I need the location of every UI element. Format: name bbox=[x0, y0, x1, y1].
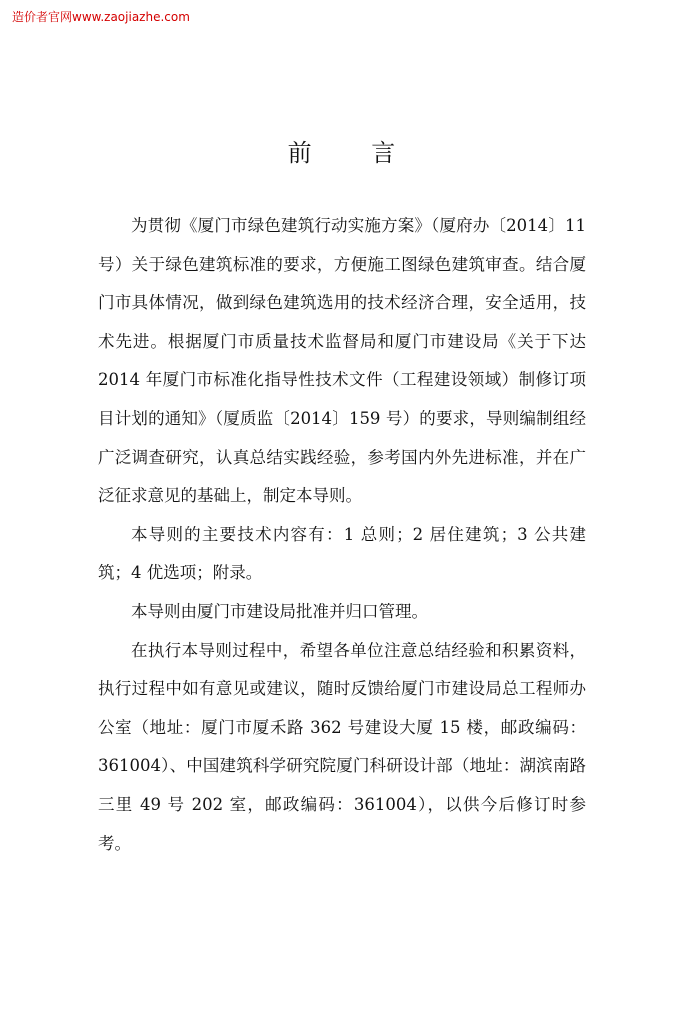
paragraph-purpose: 为贯彻《厦门市绿色建筑行动实施方案》（厦府办〔2014〕11 号）关于绿色建筑标准的要求，方便施工图绿色建筑审查。结合厦门市具体情况，做到绿色建筑选用的技术经济合理，安全适用，技术先进。根据厦门市质量技术监督局和厦门市建设局《关于下达 2014 年厦门市标准化指导性技术文件（工程建设领域）制修订项目计划的通知》（厦质监〔2014〕159 号）的要求，导则编制组经广泛调查研究，认真总结实践经验，参考国内外先进标准，并在广泛征求意见的基础上，制定本导则。 bbox=[98, 216, 586, 506]
page-title: 前 言 bbox=[287, 139, 422, 167]
watermark-link[interactable]: 造价者官网www.zaojiazhe.com bbox=[12, 10, 190, 24]
paragraph-feedback: 在执行本导则过程中，希望各单位注意总结经验和积累资料，执行过程中如有意见或建议，随时反馈给厦门市建设局总工程师办公室（地址：厦门市厦禾路 362 号建设大厦 15 楼，邮政编码：361004）、中国建筑科学研究院厦门科研设计部（地址：湖滨南路三里 49 号 202 室，邮政编码：361004），以供今后修订时参考。 bbox=[98, 640, 586, 853]
preface-body bbox=[98, 207, 586, 863]
paragraph-contents: 本导则的主要技术内容有：1 总则；2 居住建筑；3 公共建筑；4 优选项；附录。 bbox=[98, 524, 586, 583]
paragraph-approval: 本导则由厦门市建设局批准并归口管理。 bbox=[131, 601, 428, 621]
